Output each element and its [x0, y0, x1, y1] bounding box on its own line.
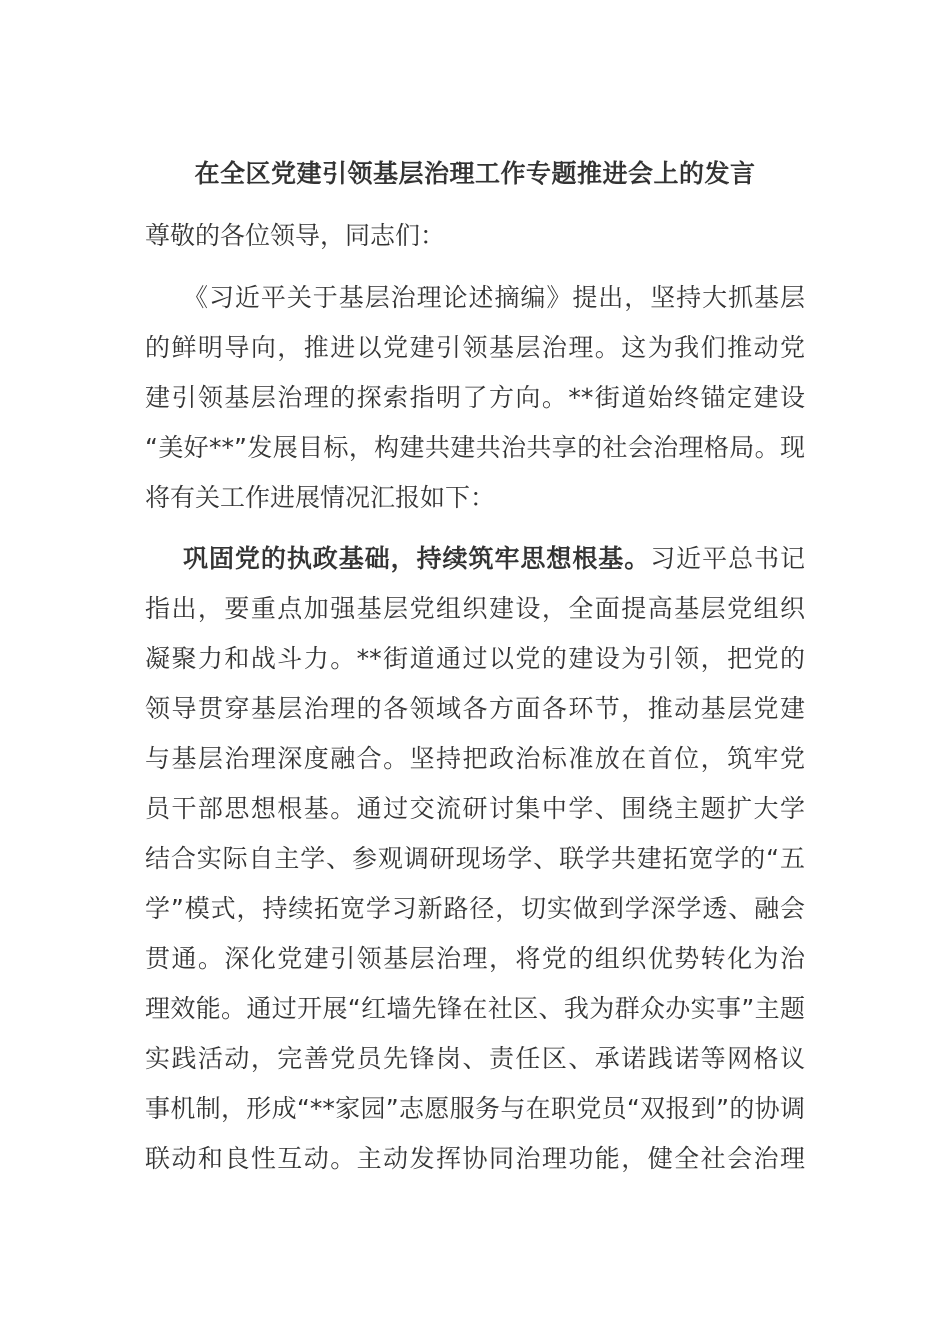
paragraph-line: 事机制，形成“**家园”志愿服务与在职党员“双报到”的协调 — [145, 1094, 805, 1123]
paragraph-line: 实践活动，完善党员先锋岗、责任区、承诺践诺等网格议 — [145, 1044, 805, 1073]
paragraph-line: 的鲜明导向，推进以党建引领基层治理。这为我们推动党 — [145, 333, 805, 362]
paragraph-line: 理效能。通过开展“红墙先锋在社区、我为群众办实事”主题 — [145, 994, 805, 1023]
paragraph-line: 将有关工作进展情况汇报如下： — [145, 483, 496, 512]
section-heading: 巩固党的执政基础，持续筑牢思想根基。 — [183, 544, 651, 573]
paragraph-section-one — [145, 534, 805, 1184]
salutation: 尊敬的各位领导，同志们： — [145, 221, 446, 250]
paragraph-line: 学”模式，持续拓宽学习新路径，切实做到学深学透、融会 — [145, 894, 805, 923]
paragraph-line: 领导贯穿基层治理的各领域各方面各环节，推动基层党建 — [145, 694, 805, 723]
document-title: 在全区党建引领基层治理工作专题推进会上的发言 — [194, 159, 756, 188]
paragraph-line: 贯通。深化党建引领基层治理，将党的组织优势转化为治 — [145, 944, 805, 973]
paragraph-line: 建引领基层治理的探索指明了方向。**街道始终锚定建设 — [145, 383, 805, 412]
paragraph-line: 结合实际自主学、参观调研现场学、联学共建拓宽学的“五 — [145, 844, 805, 873]
paragraph-line: 联动和良性互动。主动发挥协同治理功能，健全社会治理 — [145, 1144, 805, 1173]
paragraph-line-first — [145, 534, 805, 584]
paragraph-line: 员干部思想根基。通过交流研讨集中学、围绕主题扩大学 — [145, 794, 805, 823]
paragraph-line: 《习近平关于基层治理论述摘编》提出，坚持大抓基层 — [183, 283, 805, 312]
paragraph-line: 指出，要重点加强基层党组织建设，全面提高基层党组织 — [145, 594, 805, 623]
paragraph-intro — [145, 273, 805, 523]
section-first-line-text: 习近平总书记 — [650, 544, 805, 573]
paragraph-line: “美好**”发展目标，构建共建共治共享的社会治理格局。现 — [145, 433, 805, 462]
paragraph-line: 凝聚力和战斗力。**街道通过以党的建设为引领，把党的 — [145, 644, 805, 673]
paragraph-line: 与基层治理深度融合。坚持把政治标准放在首位，筑牢党 — [145, 744, 805, 773]
